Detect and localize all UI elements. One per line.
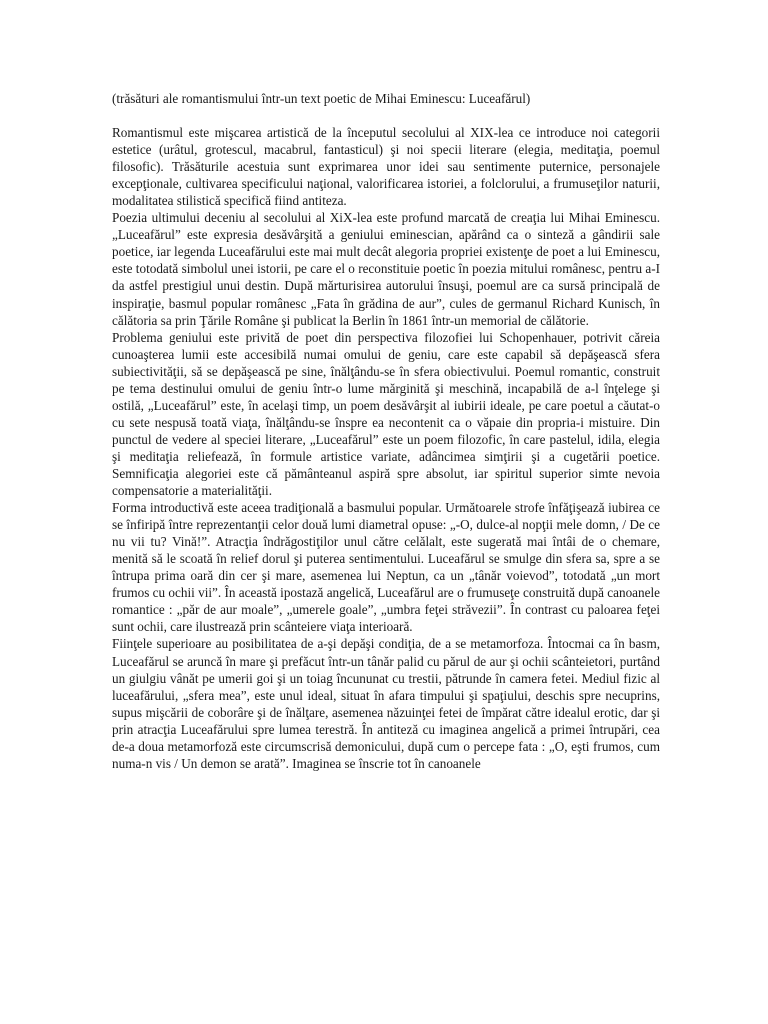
- document-page: [112, 90, 660, 772]
- paragraph-problema-geniului: Problema geniului este privită de poet din perspectiva filozofiei lui Schopenhauer, potrivit căreia cunoaşterea lumii este accesibilă numai omului de geniu, care este capabil să depăşească sfera subiectivităţii, să se depăşească pe sine, înălţându-se în sfera obiectivului. Poemul romantic, construit pe tema destinului omului de geniu într-o lume mărginită şi meschină, incapabilă de a-l înţelege şi ostilă, „Luceafărul” este, în acelaşi timp, un poem desăvârşit al iubirii ideale, pe care poetul a căutat-o cu sete nespusă toată viaţa, înălţându-se înspre ea necontenit ca o văpaie din propria-i mistuire. Din punctul de vedere al speciei literare, „Luceafărul” este un poem filozofic, în care pastelul, idila, elegia şi meditaţia reliefează, în formule artistice variate, adâncimea simţirii şi a cugetării poetice. Semnificaţia alegoriei este că pământeanul aspiră spre absolut, iar spiritul superior simte nevoia compensatorie a materialităţii.: [112, 329, 660, 499]
- paragraph-romantism-definition: Romantismul este mişcarea artistică de la începutul secolului al XIX-lea ce introduce noi categorii estetice (urâtul, grotescul, macabrul, fantasticul) şi noi specii literare (elegia, meditaţia, poemul filosofic). Trăsăturile acestuia sunt exprimarea unor idei sau sentimente puternice, personajele excepţionale, cultivarea specificului naţional, valorificarea istoriei, a folclorului, a frumuseţilor naturii, modalitatea stilistică specifică fiind antiteza.: [112, 125, 660, 209]
- paragraph-forma-introductiva: Forma introductivă este aceea tradiţională a basmului popular. Următoarele strofe înfăţişează iubirea ce se înfiripă între reprezentanţii celor două lumi diametral opuse: „-O, dulce-al nopţii mele domn, / De ce nu vii tu? Vină!”. Atracţia îndrăgostiţilor unul către celălalt, este sugerată mai întâi de o chemare, menită să le scoată în relief dorul şi puterea sentimentului. Luceafărul se smulge din sfera sa, spre a se întrupa prima oară din cer şi mare, asemenea lui Neptun, ca un „tânăr voievod”, totodată „un mort frumos cu ochii vii”. În această ipostază angelică, Luceafărul are o frumuseţe construită după canoanele romantice : „păr de aur moale”, „umerele goale”, „umbra feţei străvezii”. În contrast cu paloarea feţei sunt ochii, care ilustrează prin scânteiere viaţa interioară.: [112, 500, 660, 635]
- document-subtitle: (trăsături ale romantismului într-un text poetic de Mihai Eminescu: Luceafărul): [112, 91, 531, 106]
- paragraph-eminescu-luceafarul: Poezia ultimului deceniu al secolului al XiX-lea este profund marcată de creaţia lui Mihai Eminescu. „Luceafărul” este expresia desăvârşită a geniului eminescian, apărând ca o sinteză a gândirii sale poetice, iar legenda Luceafărului este mai mult decât alegoria propriei existenţe de poet a lui Eminescu, este totodată simbolul unei istorii, pe care el o reconstituie poetic în poezia mitului românesc, pentru a-I da astfel prestigiul unui destin. După mărturisirea autorului însuşi, poemul are ca sursă principală de inspiraţie, basmul popular românesc „Fata în grădina de aur”, cules de germanul Richard Kunisch, în călătoria sa prin Ţările Române şi publicat la Berlin în 1861 într-un memorial de călătorie.: [112, 210, 660, 328]
- paragraph-fiintele-superioare: Fiinţele superioare au posibilitatea de a-şi depăşi condiţia, de a se metamorfoza. Întocmai ca în basm, Luceafărul se aruncă în mare şi prefăcut într-un tânăr palid cu părul de aur şi ochii scânteietori, purtând un giulgiu vânăt pe umerii goi şi un toiag încununat cu trestii, pătrunde în camera fetei. Mediul fizic al luceafărului, „sfera mea”, este unul ideal, situat în afara timpului şi spaţiului, deschis spre necuprins, supus mişcării de coborâre şi de înălţare, asemenea năzuinţei fetei de împărat către idealul erotic, dar şi prin atracţia Luceafărului spre lumea terestră. În antiteză cu imaginea angelică a primei întrupări, cea de-a doua metamorfoză este circumscrisă demonicului, după cum o percepe fata : „O, eşti frumos, cum numa-n vis / Un demon se arată”. Imaginea se înscrie tot în canoanele: [112, 636, 660, 771]
